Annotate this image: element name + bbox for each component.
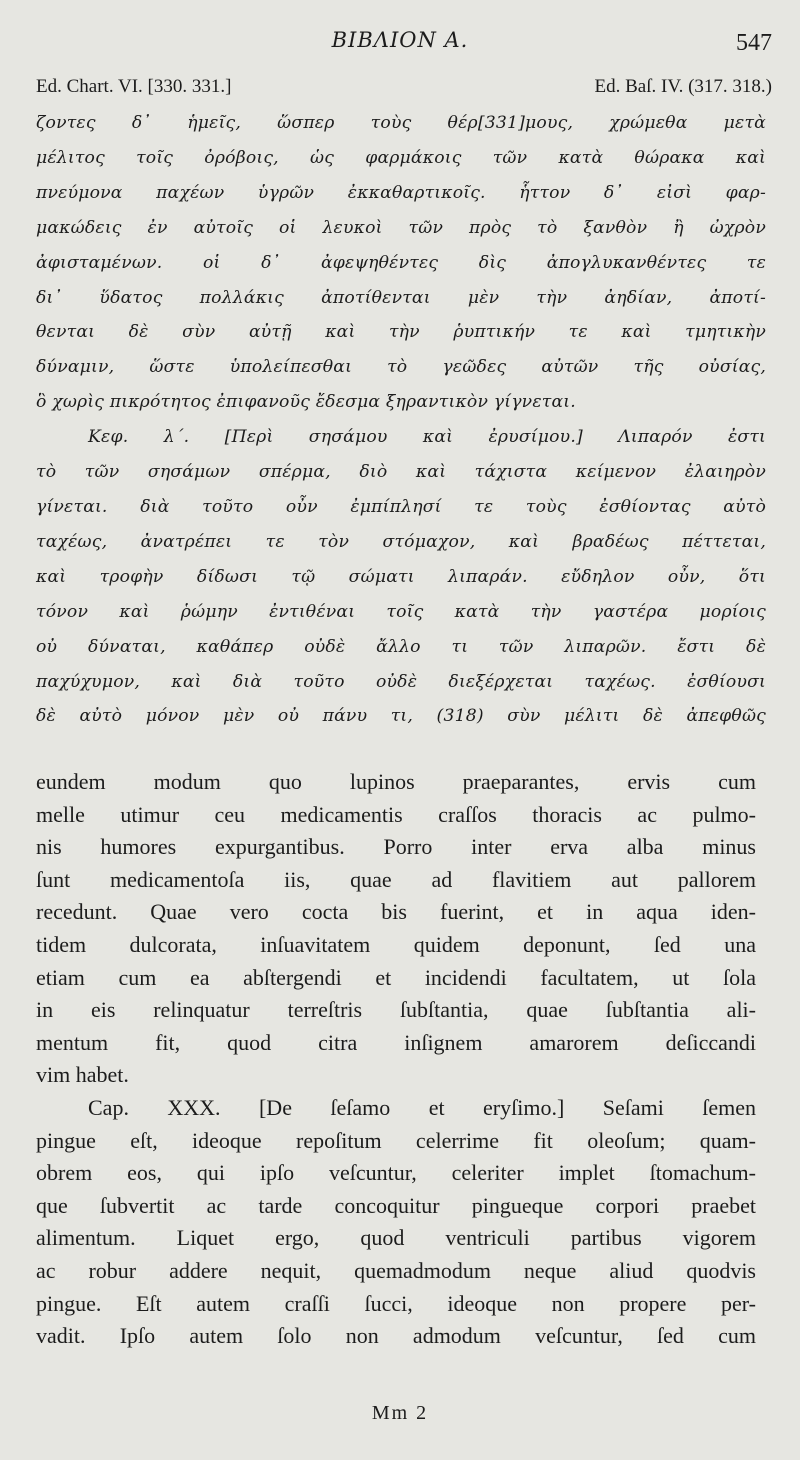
latin-line: alimentum. Liquet ergo, quod ventriculi partibus vigorem [36,1225,756,1251]
latin-line: que ſubvertit ac tarde concoquitur pingueque corpori praebet [36,1192,756,1218]
latin-line: etiam cum ea abſtergendi et incidendi facultatem, ut ſola [36,964,756,990]
greek-line: θενται δὲ σὺν αὐτῇ καὶ τὴν ῥυπτικήν τε καὶ τμητικὴν [36,322,766,343]
page-number: 547 [736,30,772,56]
edition-reference-line [36,76,772,98]
greek-line: ὃ χωρὶς πικρότητος ἐπιφανοῦς ἔδεσμα ξηραντικὸν γίγνεται. [36,392,576,413]
latin-line: melle utimur ceu medicamentis craſſos thoracis ac pulmo- [36,801,756,827]
greek-line: παχύχυμον, καὶ διὰ τοῦτο οὐδὲ διεξέρχεται ταχέως. ἐσθίουσι [36,671,766,692]
greek-line: δι᾽ ὕδατος πολλάκις ἀποτίθενται μὲν τὴν ἀηδίαν, ἀποτί- [36,287,766,308]
greek-line: δὲ αὐτὸ μόνον μὲν οὐ πάνυ τι, (318) σὺν μέλιτι δὲ ἀπεφθῶς [36,706,766,727]
latin-line: obrem eos, qui ipſo veſcuntur, celeriter implet ſtomachum- [36,1160,756,1186]
latin-line: mentum fit, quod citra inſignem amarorem deſiccandi [36,1029,756,1055]
latin-line: recedunt. Quae vero cocta bis fuerint, et in aqua iden- [36,899,756,925]
latin-line: nis humores expurgantibus. Porro inter erva alba minus [36,834,756,860]
latin-chapter-heading-line: Cap. XXX. [De ſeſamo et eryſimo.] Seſami ſemen [88,1094,756,1120]
greek-line: πνεύμονα παχέων ὑγρῶν ἐκκαθαρτικοῖς. ἧττον δ᾽ εἰσὶ φαρ- [36,182,766,203]
greek-line: ζοντες δ᾽ ἡμεῖς, ὥσπερ τοὺς θέρ[331]μους, χρώμεθα μετὰ [36,113,766,133]
greek-text-block [36,106,766,734]
greek-line: γίνεται. διὰ τοῦτο οὖν ἐμπίπλησί τε τοὺς ἐσθίοντας αὐτὸ [36,496,766,517]
edition-reference-right: Ed. Baſ. IV. (317. 318.) [594,76,772,97]
latin-line: ac robur addere nequit, quemadmodum neque aliud quodvis [36,1257,756,1283]
greek-line: μέλιτος τοῖς ὀρόβοις, ὡς φαρμάκοις τῶν κατὰ θώρακα καὶ [36,147,766,168]
latin-line: ſunt medicamentoſa iis, quae ad flavitiem aut pallorem [36,866,756,892]
latin-text-block [36,766,756,1353]
greek-line: μακώδεις ἐν αὐτοῖς οἱ λευκοὶ τῶν πρὸς τὸ ξανθὸν ἢ ὠχρὸν [36,217,766,238]
latin-line: vim habet. [36,1062,129,1088]
running-title: ΒΙΒΛΙΟΝ Α. [331,28,469,52]
latin-line: pingue eſt, ideoque repoſitum celerrime fit oleoſum; quam- [36,1127,756,1153]
signature-mark: Mm 2 [371,1402,429,1424]
greek-line: δύναμιν, ὥστε ὑπολείπεσθαι τὸ γεῶδες αὐτῶν τῆς οὐσίας, [36,357,766,378]
latin-line: tidem dulcorata, inſuavitatem quidem deponunt, ſed una [36,931,756,957]
greek-line: τόνον καὶ ῥώμην ἐντιθέναι τοῖς κατὰ τὴν γαστέρα μορίοις [36,601,766,622]
greek-line: ταχέως, ἀνατρέπει τε τὸν στόμαχον, καὶ βραδέως πέττεται, [36,531,766,552]
greek-chapter-heading-line: Κεφ. λ΄. [Περὶ σησάμου καὶ ἐρυσίμου.] Λιπαρόν ἐστι [88,427,766,448]
greek-line: ἀφισταμένων. οἱ δ᾽ ἀφεψηθέντες δὶς ἀπογλυκανθέντες τε [36,252,766,273]
latin-line: in eis relinquatur terreſtris ſubſtantia, quae ſubſtantia ali- [36,997,756,1023]
edition-reference-left: Ed. Chart. VI. [330. 331.] [36,76,232,97]
latin-line: vadit. Ipſo autem ſolo non admodum veſcuntur, ſed cum [36,1323,756,1349]
greek-line: οὐ δύναται, καθάπερ οὐδὲ ἄλλο τι τῶν λιπαρῶν. ἔστι δὲ [36,636,766,657]
latin-line: eundem modum quo lupinos praeparantes, ervis cum [36,769,756,794]
latin-line: pingue. Eſt autem craſſi ſucci, ideoque non propere per- [36,1290,756,1316]
greek-line: τὸ τῶν σησάμων σπέρμα, διὸ καὶ τάχιστα κείμενον ἐλαιηρὸν [36,462,766,483]
greek-line: καὶ τροφὴν δίδωσι τῷ σώματι λιπαράν. εὔδηλον οὖν, ὅτι [36,566,766,587]
